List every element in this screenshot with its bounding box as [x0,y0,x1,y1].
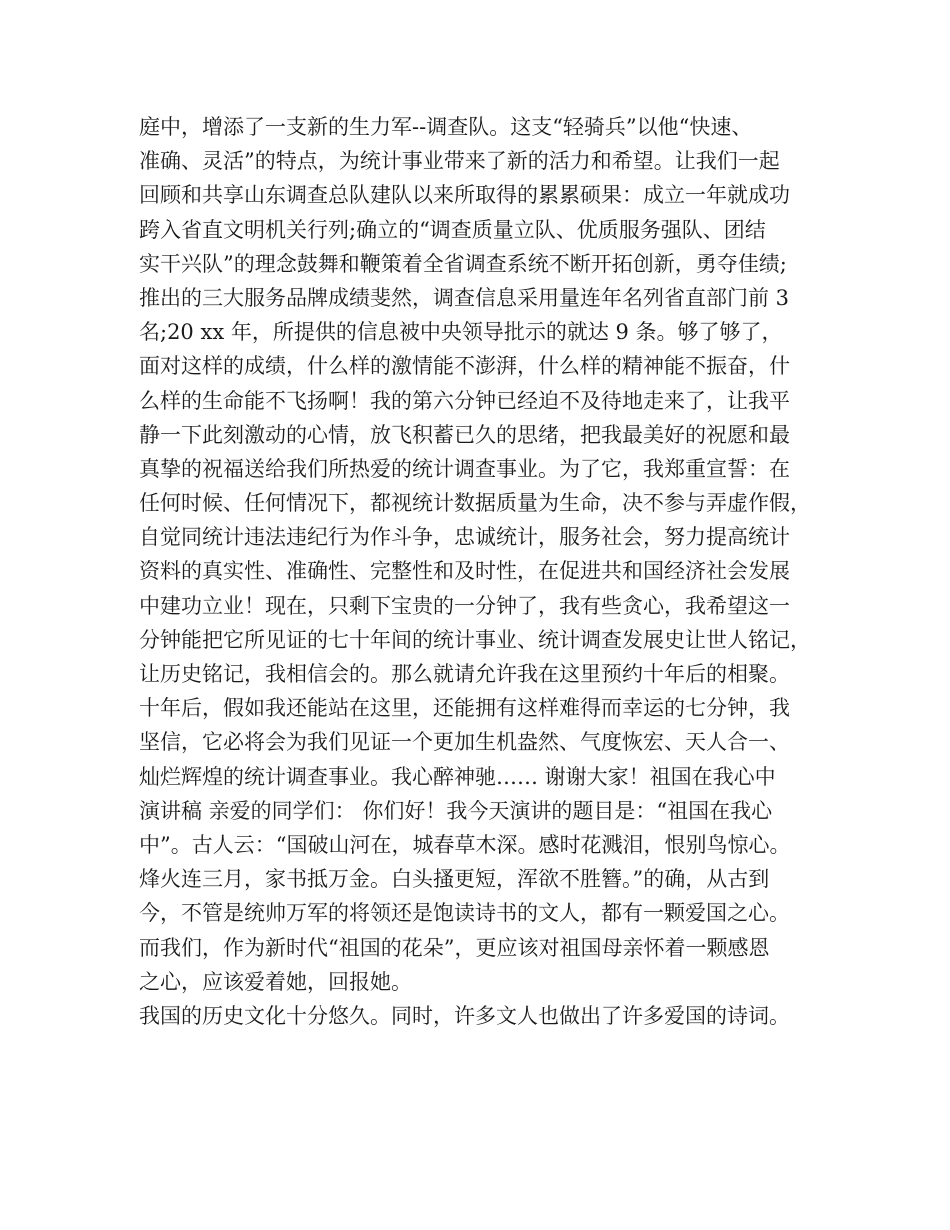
text-line: 资料的真实性、准确性、完整性和及时性，在促进共和国经济社会发展 [139,559,790,584]
text-line: 之心，应该爱着她，回报她。 [139,969,412,994]
text-line: 静一下此刻激动的心情，放飞积蓄已久的思绪，把我最美好的祝愿和最 [139,422,790,447]
text-line: 中建功立业！现在，只剩下宝贵的一分钟了，我有些贪心，我希望这一 [139,593,790,618]
body-text [139,110,829,1033]
text-line: 跨入省直文明机关行列;确立的“调查质量立队、优质服务强队、团结 [139,217,766,242]
text-line: 名;20 xx 年，所提供的信息被中央领导批示的就达 9 条。够了够了， [139,320,783,345]
text-line: 回顾和共享山东调查总队建队以来所取得的累累硕果：成立一年就成功 [139,183,790,208]
text-line: 分钟能把它所见证的七十年间的统计事业、统计调查发展史让世人铭记， [139,627,811,652]
text-line: 灿烂辉煌的统计调查事业。我心醉神驰…… 谢谢大家！祖国在我心中 [139,764,776,789]
text-line: 么样的生命能不飞扬啊！我的第六分钟已经迫不及待地走来了，让我平 [139,388,790,413]
text-line: 面对这样的成绩，什么样的激情能不澎湃，什么样的精神能不振奋，什 [139,354,790,379]
text-line: 今，不管是统帅万军的将领还是饱读诗书的文人，都有一颗爱国之心。 [139,901,790,926]
text-line: 推出的三大服务品牌成绩斐然，调查信息采用量连年名列省直部门前 3 [139,285,790,310]
text-line: 真挚的祝福送给我们所热爱的统计调查事业。为了它，我郑重宣誓：在 [139,456,790,481]
text-line: 准确、灵活”的特点，为统计事业带来了新的活力和希望。让我们一起 [139,149,780,174]
text-line: 而我们，作为新时代“祖国的花朵”，更应该对祖国母亲怀着一颗感恩 [139,935,770,960]
text-line: 中”。古人云：“国破山河在，城春草木深。感时花溅泪，恨别鸟惊心。 [139,832,791,857]
text-line: 十年后，假如我还能站在这里，还能拥有这样难得而幸运的七分钟，我 [139,696,790,721]
text-line: 坚信，它必将会为我们见证一个更加生机盎然、气度恢宏、天人合一、 [139,730,790,755]
text-line: 任何时候、任何情况下，都视统计数据质量为生命，决不参与弄虚作假， [139,491,811,516]
text-line: 实干兴队”的理念鼓舞和鞭策着全省调查系统不断开拓创新，勇夺佳绩; [139,251,787,276]
text-line: 让历史铭记，我相信会的。那么就请允许我在这里预约十年后的相聚。 [139,662,790,686]
text-line: 烽火连三月，家书抵万金。白头搔更短，浑欲不胜簪。”的确，从古到 [139,867,770,892]
text-line: 庭中，增添了一支新的生力军--调查队。这支“轻骑兵”以他“快速、 [139,115,753,139]
text-line: 演讲稿 亲爱的同学们： 你们好！我今天演讲的题目是：“祖国在我心 [139,798,773,823]
text-line: 我国的历史文化十分悠久。同时，许多文人也做出了许多爱国的诗词。 [139,1003,790,1028]
text-line: 自觉同统计违法违纪行为作斗争，忠诚统计，服务社会，努力提高统计 [139,525,790,550]
